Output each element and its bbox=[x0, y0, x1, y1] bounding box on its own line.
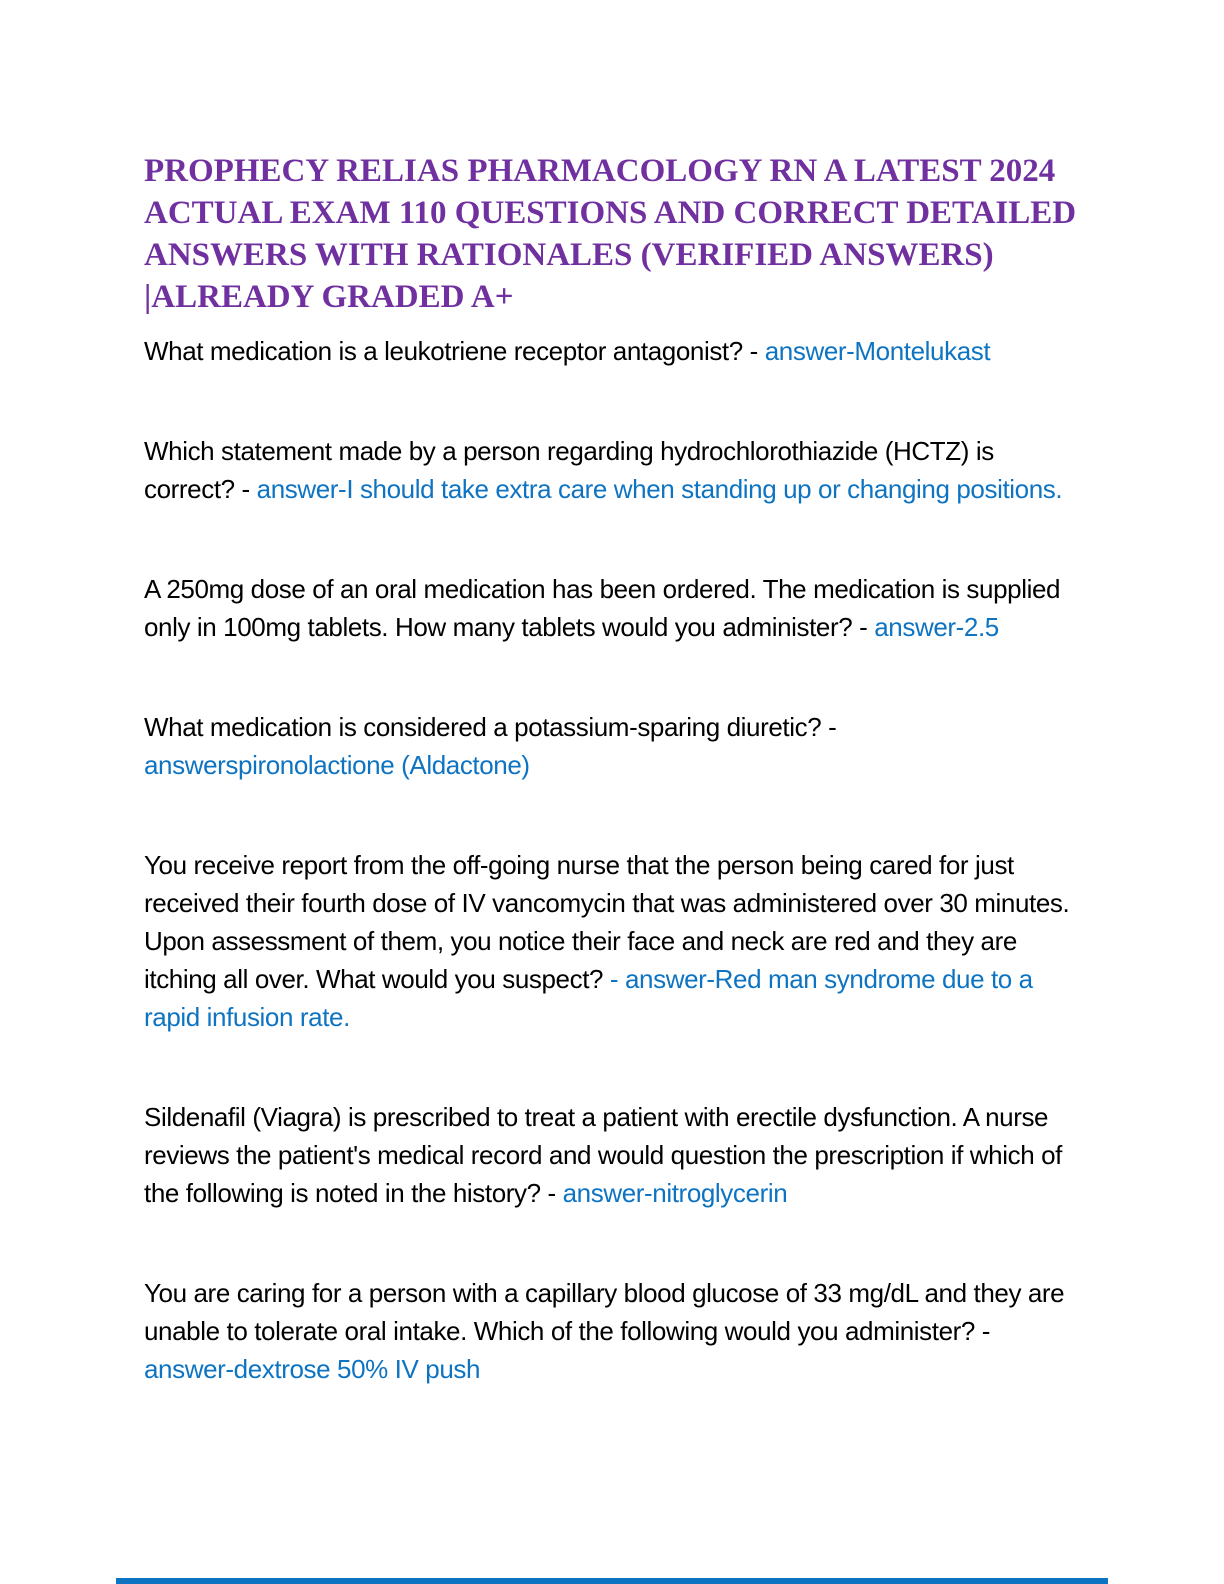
qa-item bbox=[144, 432, 1080, 508]
answer-text: answerspironolactione (Aldactone) bbox=[144, 750, 530, 780]
question-text: Sildenafil (Viagra) is prescribed to treat a patient with erectile dysfunction. A nurse reviews the patient's medical record and would question the prescription if which of the following is noted in the history? - bbox=[144, 1102, 1062, 1208]
document-title: PROPHECY RELIAS PHARMACOLOGY RN A LATEST 2024 ACTUAL EXAM 110 QUESTIONS AND CORRECT DETAILED ANSWERS WITH RATIONALES (VERIFIED ANSWERS) |ALREADY GRADED A+ bbox=[144, 153, 1077, 315]
answer-text: answer-2.5 bbox=[874, 612, 999, 642]
answer-text: answer-Montelukast bbox=[764, 336, 991, 366]
qa-item bbox=[144, 570, 1080, 646]
question-text: A 250mg dose of an oral medication has been ordered. The medication is supplied only in 100mg tablets. How many tablets would you administer? - bbox=[144, 574, 1061, 642]
answer-text: answer-I should take extra care when standing up or changing positions. bbox=[256, 474, 1063, 504]
answer-text: - answer-Red man syndrome due to a rapid infusion rate. bbox=[144, 964, 1033, 1032]
question-text: What medication is a leukotriene receptor antagonist? - bbox=[144, 336, 765, 366]
answer-text: answer-nitroglycerin bbox=[562, 1178, 788, 1208]
answer-text: answer-dextrose 50% IV push bbox=[144, 1354, 481, 1384]
qa-item bbox=[144, 708, 1080, 784]
qa-item bbox=[144, 1098, 1080, 1212]
question-text: Which statement made by a person regarding hydrochlorothiazide (HCTZ) is correct? - bbox=[144, 436, 994, 504]
question-text: What medication is considered a potassium-sparing diuretic? - bbox=[144, 712, 837, 742]
qa-item bbox=[144, 846, 1080, 1036]
qa-item bbox=[144, 1274, 1080, 1388]
bottom-cutoff-blue-line bbox=[116, 1578, 1108, 1584]
qa-item bbox=[144, 332, 1080, 370]
qa-list bbox=[144, 332, 1080, 1388]
question-text: You receive report from the off-going nurse that the person being cared for just received their fourth dose of IV vancomycin that was administered over 30 minutes. Upon assessment of them, you notice their face and neck are red and they are itching all over. What would you suspect? bbox=[144, 850, 1070, 994]
question-text: You are caring for a person with a capillary blood glucose of 33 mg/dL and they are unable to tolerate oral intake. Which of the following would you administer? - bbox=[144, 1278, 1065, 1346]
